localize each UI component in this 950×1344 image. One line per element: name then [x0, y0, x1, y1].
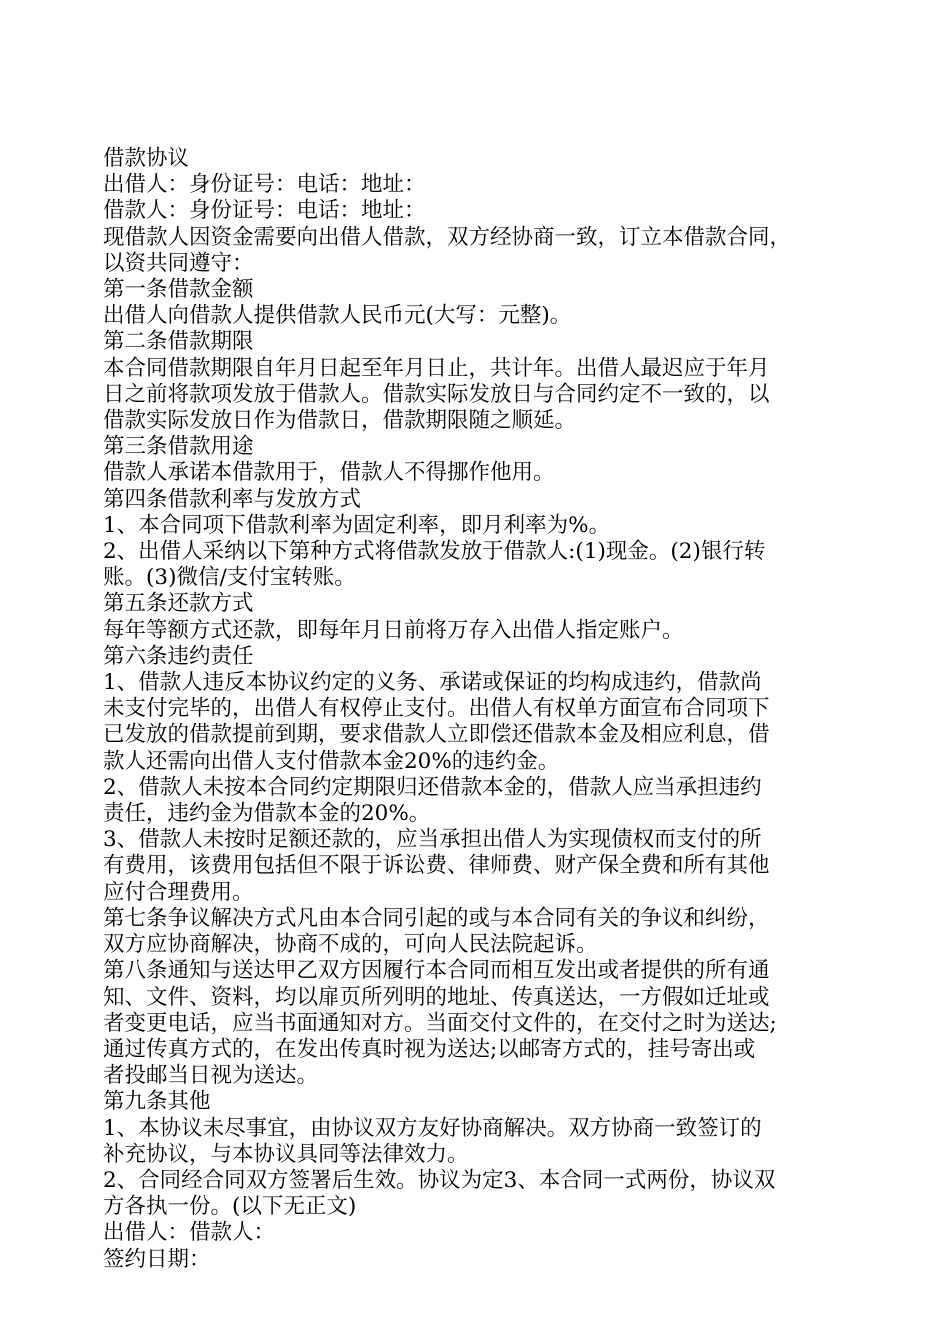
article-6-clause-2: 2、借款人未按本合同约定期限归还借款本金的，借款人应当承担违约 — [103, 774, 762, 800]
article-4-clause-1: 1、本合同项下借款利率为固定利率，即月利率为%。 — [103, 512, 611, 538]
article-5-text: 每年等额方式还款，即每年月日前将万存入出借人指定账户。 — [103, 617, 684, 643]
article-9-clause-2: 2、合同经合同双方签署后生效。协议为定3、本合同一式两份，协议双 — [103, 1167, 776, 1193]
article-8-text: 通过传真方式的，在发出传真时视为送达;以邮寄方式的，挂号寄出或 — [103, 1036, 756, 1062]
article-1-text: 出借人向借款人提供借款人民币元(大写：元整)。 — [103, 303, 572, 329]
article-3-text: 借款人承诺本借款用于，借款人不得挪作他用。 — [103, 460, 555, 486]
article-6-clause-1: 未支付完毕的，出借人有权停止支付。出借人有权单方面宣布合同项下 — [103, 696, 770, 722]
preamble-line: 现借款人因资金需要向出借人借款，双方经协商一致，订立本借款合同， — [103, 224, 792, 250]
lender-info-line: 出借人：身份证号：电话：地址： — [103, 172, 426, 198]
article-6-clause-3: 有费用，该费用包括但不限于诉讼费、律师费、财产保全费和所有其他 — [103, 853, 770, 879]
article-6-clause-3: 3、借款人未按时足额还款的，应当承担出借人为实现债权而支付的所 — [103, 827, 762, 853]
article-2-heading: 第二条借款期限 — [103, 329, 254, 355]
article-8-text: 第八条通知与送达甲乙双方因履行本合同而相互发出或者提供的所有通 — [103, 958, 770, 984]
article-8-text: 知、文件、资料，均以扉页所列明的地址、传真送达，一方假如迁址或 — [103, 984, 770, 1010]
article-6-clause-1: 已发放的借款提前到期，要求借款人立即偿还借款本金及相应利息，借 — [103, 722, 770, 748]
article-7-text: 双方应协商解决，协商不成的，可向人民法院起诉。 — [103, 932, 598, 958]
article-9-clause-1: 补充协议，与本协议具同等法律效力。 — [103, 1141, 469, 1167]
signature-parties-line: 出借人：借款人： — [103, 1220, 276, 1246]
article-4-clause-2: 2、出借人采纳以下第种方式将借款发放于借款人:(1)现金。(2)银行转 — [103, 539, 766, 565]
article-9-heading: 第九条其他 — [103, 1089, 211, 1115]
document-body — [103, 146, 863, 1273]
preamble-line: 以资共同遵守： — [103, 250, 254, 276]
article-2-text: 日之前将款项发放于借款人。借款实际发放日与合同约定不一致的，以 — [103, 381, 770, 407]
article-9-clause-1: 1、本协议未尽事宜，由协议双方友好协商解决。双方协商一致签订的 — [103, 1115, 762, 1141]
article-4-clause-2: 账。(3)微信/支付宝转账。 — [103, 565, 356, 591]
article-9-clause-2: 方各执一份。(以下无正文) — [103, 1194, 357, 1220]
article-6-clause-2: 责任，违约金为借款本金的20%。 — [103, 801, 431, 827]
article-8-text: 者投邮当日视为送达。 — [103, 1063, 319, 1089]
document-title: 借款协议 — [103, 146, 190, 171]
article-3-heading: 第三条借款用途 — [103, 434, 254, 460]
article-6-clause-3: 应付合理费用。 — [103, 879, 254, 905]
article-5-heading: 第五条还款方式 — [103, 591, 254, 617]
article-6-heading: 第六条违约责任 — [103, 643, 254, 669]
article-6-clause-1: 款人还需向出借人支付借款本金20%的违约金。 — [103, 748, 560, 774]
article-2-text: 本合同借款期限自年月日起至年月日止，共计年。出借人最迟应于年月 — [103, 355, 770, 381]
article-7-text: 第七条争议解决方式凡由本合同引起的或与本合同有关的争议和纠纷， — [103, 905, 770, 931]
article-1-heading: 第一条借款金额 — [103, 277, 254, 303]
article-6-clause-1: 1、借款人违反本协议约定的义务、承诺或保证的均构成违约，借款尚 — [103, 670, 762, 696]
article-2-text: 借款实际发放日作为借款日，借款期限随之顺延。 — [103, 408, 577, 434]
article-4-heading: 第四条借款利率与发放方式 — [103, 486, 362, 512]
borrower-info-line: 借款人：身份证号：电话：地址： — [103, 198, 426, 224]
signing-date-line: 签约日期： — [103, 1246, 211, 1272]
article-8-text: 者变更电话，应当书面通知对方。当面交付文件的，在交付之时为送达; — [103, 1010, 777, 1036]
